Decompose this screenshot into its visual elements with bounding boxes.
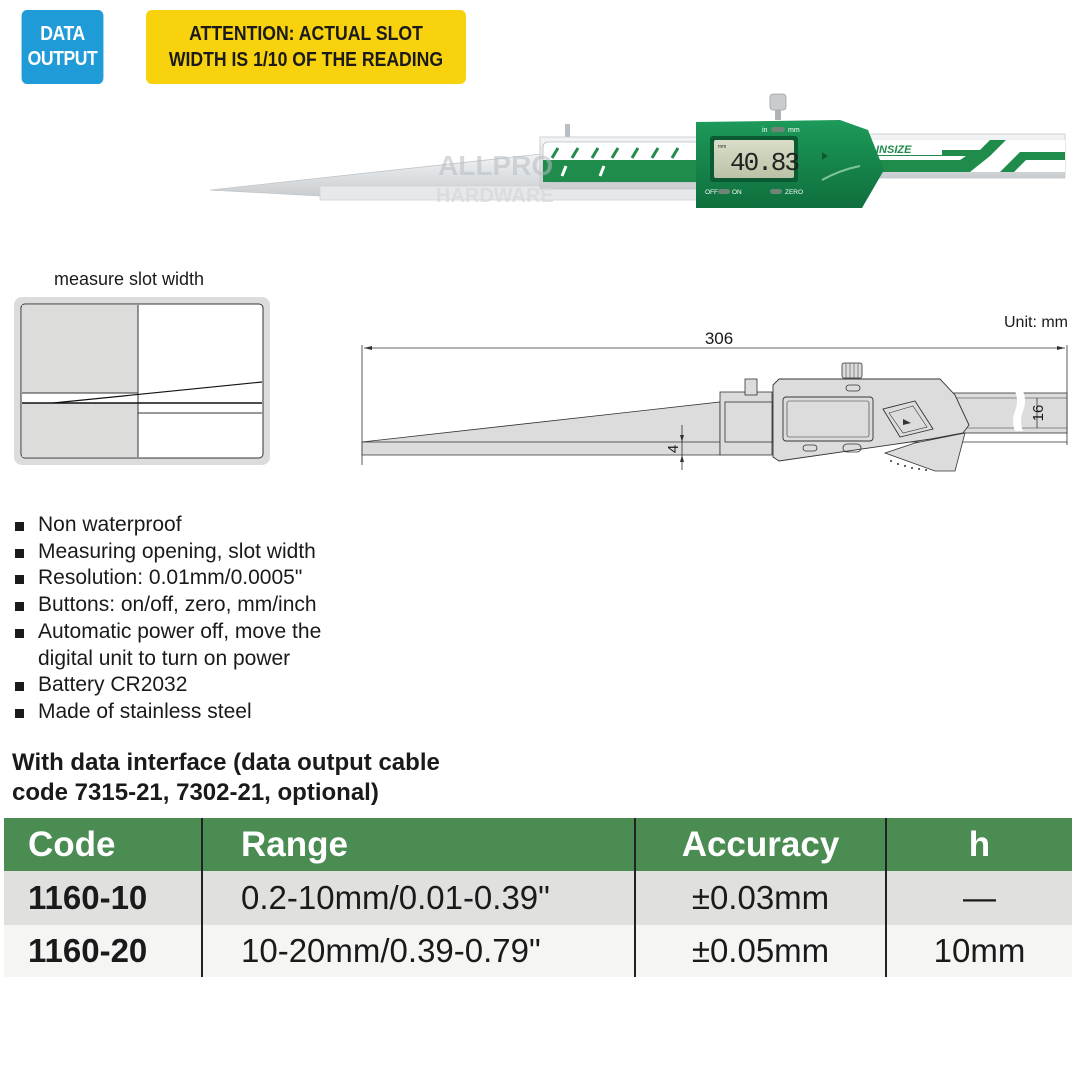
feature-item: Made of stainless steel [14,699,321,726]
table-row [4,925,1072,977]
cell-range: 10-20mm/0.39-0.79" [202,925,635,977]
column-header-accuracy: Accuracy [635,818,886,871]
technical-drawing [355,305,1075,505]
cell-range: 0.2-10mm/0.01-0.39" [202,871,635,925]
data-output-badge [22,10,104,84]
unit-label: Unit: mm [1004,314,1068,331]
table-row [4,871,1072,925]
table-header-row [4,818,1072,871]
unit-label-mm: mm [788,127,800,134]
interface-note-line-2: code 7315-21, 7302-21, optional) [12,779,379,806]
feature-list [14,512,321,726]
brand-logo: INSIZE [876,144,912,156]
feature-item-continuation: digital unit to turn on power [38,646,291,670]
on-label: ON [732,189,742,196]
spec-table [4,818,1072,977]
cell-accuracy: ±0.03mm [635,871,886,925]
lcd-reading: 40.83 [730,148,799,178]
height-dimension: 16 [1030,404,1047,422]
length-dimension: 306 [704,329,734,348]
lcd-unit: mm [718,144,727,150]
slot-width-diagram [14,297,270,465]
cell-code: 1160-20 [28,932,148,969]
slot-diagram-label: measure slot width [54,269,205,289]
cell-h: — [886,871,1072,925]
zero-button[interactable] [770,189,782,194]
data-interface-note [12,748,440,808]
column-header-range: Range [202,818,635,871]
off-label: OFF [705,189,718,196]
data-output-line-2: OUTPUT [27,48,98,70]
feature-item: Buttons: on/off, zero, mm/inch [14,592,321,619]
attention-line-1: ATTENTION: ACTUAL SLOT [189,22,423,45]
feature-item: Battery CR2032 [14,672,321,699]
feature-item: Automatic power off, move the [14,619,321,646]
power-button[interactable] [718,189,730,194]
attention-line-2: WIDTH IS 1/10 OF THE READING [168,48,444,71]
watermark-allpro: ALLPRO [438,150,554,181]
tip-dimension: 4 [665,444,682,454]
feature-item: Non waterproof [14,512,321,539]
cell-h: 10mm [886,925,1072,977]
cell-accuracy: ±0.05mm [635,925,886,977]
unit-label-in: in [762,127,768,134]
column-header-code: Code [28,824,116,864]
attention-badge [146,10,466,84]
zero-label: ZERO [785,189,804,196]
feature-item: Measuring opening, slot width [14,539,321,566]
feature-item: Resolution: 0.01mm/0.0005" [14,565,321,592]
unit-toggle-button[interactable] [771,127,785,132]
watermark-hardware: HARDWARE [436,185,554,207]
data-output-line-1: DATA [40,23,85,45]
cell-code: 1160-10 [28,879,148,916]
interface-note-line-1: With data interface (data output cable [12,749,440,776]
product-photo [200,90,1070,220]
column-header-h: h [886,818,1072,871]
